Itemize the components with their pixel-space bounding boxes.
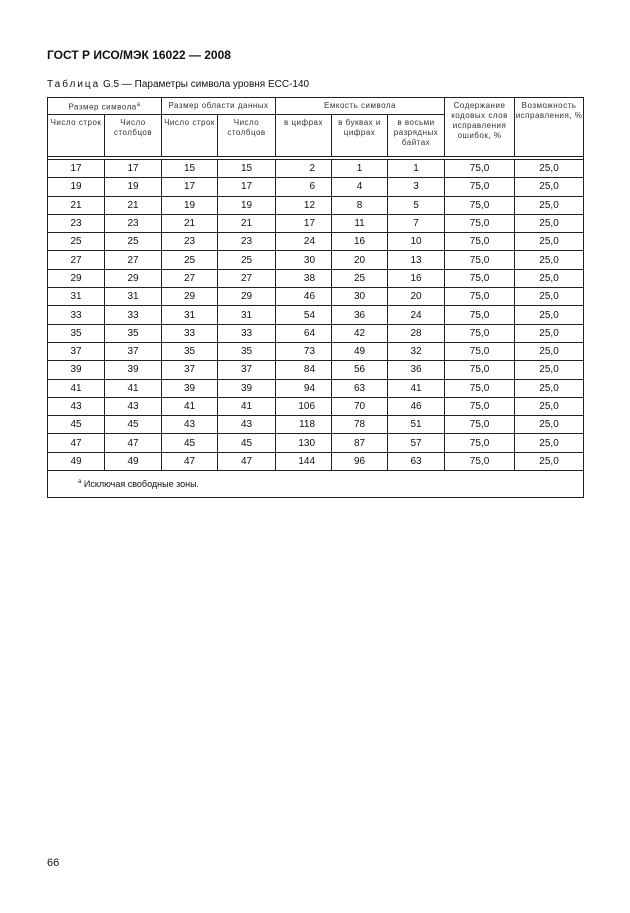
table-cell: 2 bbox=[276, 160, 332, 178]
table-cell: 75,0 bbox=[445, 160, 515, 178]
table-cell: 75,0 bbox=[445, 178, 515, 196]
table-cell: 30 bbox=[276, 251, 332, 269]
table-cell: 21 bbox=[48, 196, 105, 214]
table-row bbox=[48, 269, 584, 287]
table-cell: 24 bbox=[388, 306, 445, 324]
subheader-data-cols: Число столбцов bbox=[218, 115, 276, 157]
table-cell: 43 bbox=[105, 397, 162, 415]
table-row bbox=[48, 306, 584, 324]
page-number: 66 bbox=[47, 857, 60, 869]
table-row bbox=[48, 416, 584, 434]
ecc140-parameters-table bbox=[47, 97, 584, 498]
table-cell: 75,0 bbox=[445, 324, 515, 342]
table-cell: 25,0 bbox=[515, 342, 584, 360]
table-cell: 49 bbox=[105, 452, 162, 470]
table-cell: 56 bbox=[332, 361, 388, 379]
subheader-cols: Число столбцов bbox=[105, 115, 162, 157]
table-cell: 51 bbox=[388, 416, 445, 434]
subheader-data-rows: Число строк bbox=[162, 115, 218, 157]
table-caption bbox=[47, 79, 309, 90]
table-cell: 37 bbox=[218, 361, 276, 379]
table-row bbox=[48, 397, 584, 415]
header-codewords: Содержание кодовых слов исправления ошибок, % bbox=[445, 98, 515, 157]
table-cell: 63 bbox=[388, 452, 445, 470]
table-cell: 32 bbox=[388, 342, 445, 360]
table-cell: 25,0 bbox=[515, 288, 584, 306]
table-cell: 75,0 bbox=[445, 379, 515, 397]
table-cell: 35 bbox=[218, 342, 276, 360]
table-cell: 17 bbox=[162, 178, 218, 196]
table-cell: 41 bbox=[218, 397, 276, 415]
table-cell: 57 bbox=[388, 434, 445, 452]
table-cell: 45 bbox=[48, 416, 105, 434]
table-row bbox=[48, 160, 584, 178]
table-cell: 8 bbox=[332, 196, 388, 214]
table-cell: 43 bbox=[218, 416, 276, 434]
table-cell: 144 bbox=[276, 452, 332, 470]
table-cell: 1 bbox=[388, 160, 445, 178]
table-cell: 46 bbox=[276, 288, 332, 306]
table-cell: 31 bbox=[218, 306, 276, 324]
table-cell: 28 bbox=[388, 324, 445, 342]
table-cell: 75,0 bbox=[445, 269, 515, 287]
table-cell: 39 bbox=[48, 361, 105, 379]
table-cell: 37 bbox=[162, 361, 218, 379]
table-cell: 39 bbox=[218, 379, 276, 397]
table-cell: 25,0 bbox=[515, 379, 584, 397]
table-cell: 17 bbox=[276, 214, 332, 232]
header-capacity: Емкость символа bbox=[276, 98, 445, 115]
table-cell: 25,0 bbox=[515, 269, 584, 287]
table-cell: 17 bbox=[105, 160, 162, 178]
table-cell: 23 bbox=[105, 214, 162, 232]
table-cell: 25,0 bbox=[515, 324, 584, 342]
table-cell: 75,0 bbox=[445, 452, 515, 470]
table-cell: 35 bbox=[162, 342, 218, 360]
table-cell: 31 bbox=[105, 288, 162, 306]
table-cell: 37 bbox=[48, 342, 105, 360]
table-cell: 16 bbox=[388, 269, 445, 287]
table-cell: 6 bbox=[276, 178, 332, 196]
table-cell: 75,0 bbox=[445, 416, 515, 434]
table-row bbox=[48, 196, 584, 214]
table-cell: 84 bbox=[276, 361, 332, 379]
table-cell: 25,0 bbox=[515, 178, 584, 196]
table-row bbox=[48, 178, 584, 196]
table-cell: 42 bbox=[332, 324, 388, 342]
table-row bbox=[48, 361, 584, 379]
table-row bbox=[48, 434, 584, 452]
table-cell: 24 bbox=[276, 233, 332, 251]
table-cell: 10 bbox=[388, 233, 445, 251]
table-cell: 12 bbox=[276, 196, 332, 214]
table-cell: 25,0 bbox=[515, 361, 584, 379]
table-cell: 29 bbox=[105, 269, 162, 287]
table-cell: 23 bbox=[48, 214, 105, 232]
table-cell: 118 bbox=[276, 416, 332, 434]
table-cell: 41 bbox=[48, 379, 105, 397]
table-cell: 11 bbox=[332, 214, 388, 232]
table-cell: 43 bbox=[48, 397, 105, 415]
table-cell: 49 bbox=[48, 452, 105, 470]
table-cell: 29 bbox=[162, 288, 218, 306]
table-cell: 43 bbox=[162, 416, 218, 434]
table-cell: 20 bbox=[388, 288, 445, 306]
table-cell: 21 bbox=[105, 196, 162, 214]
table-cell: 35 bbox=[105, 324, 162, 342]
subheader-digits: в цифрах bbox=[276, 115, 332, 157]
table-row bbox=[48, 214, 584, 232]
table-cell: 33 bbox=[105, 306, 162, 324]
table-cell: 106 bbox=[276, 397, 332, 415]
table-cell: 25 bbox=[218, 251, 276, 269]
table-cell: 45 bbox=[105, 416, 162, 434]
table-row bbox=[48, 251, 584, 269]
table-cell: 78 bbox=[332, 416, 388, 434]
subheader-rows: Число строк bbox=[48, 115, 105, 157]
table-cell: 49 bbox=[332, 342, 388, 360]
table-cell: 47 bbox=[105, 434, 162, 452]
table-cell: 45 bbox=[162, 434, 218, 452]
table-cell: 36 bbox=[332, 306, 388, 324]
table-cell: 75,0 bbox=[445, 361, 515, 379]
table-row bbox=[48, 452, 584, 470]
header-correction: Возможность исправления, % bbox=[515, 98, 584, 157]
table-cell: 63 bbox=[332, 379, 388, 397]
table-cell: 41 bbox=[388, 379, 445, 397]
table-cell: 87 bbox=[332, 434, 388, 452]
table-cell: 35 bbox=[48, 324, 105, 342]
table-cell: 45 bbox=[218, 434, 276, 452]
table-cell: 30 bbox=[332, 288, 388, 306]
table-cell: 7 bbox=[388, 214, 445, 232]
table-cell: 33 bbox=[218, 324, 276, 342]
table-row bbox=[48, 233, 584, 251]
table-cell: 15 bbox=[218, 160, 276, 178]
table-cell: 33 bbox=[162, 324, 218, 342]
table-cell: 33 bbox=[48, 306, 105, 324]
table-cell: 94 bbox=[276, 379, 332, 397]
table-cell: 19 bbox=[162, 196, 218, 214]
table-cell: 41 bbox=[105, 379, 162, 397]
table-row bbox=[48, 288, 584, 306]
table-cell: 19 bbox=[105, 178, 162, 196]
table-cell: 1 bbox=[332, 160, 388, 178]
table-cell: 17 bbox=[218, 178, 276, 196]
header-data-area-size: Размер области данных bbox=[162, 98, 276, 115]
header-symbol-size: Размер символа$^a$ bbox=[48, 98, 162, 115]
table-cell: 25,0 bbox=[515, 306, 584, 324]
table-cell: 25,0 bbox=[515, 397, 584, 415]
table-cell: 25,0 bbox=[515, 452, 584, 470]
table-row bbox=[48, 324, 584, 342]
table-cell: 15 bbox=[162, 160, 218, 178]
table-cell: 25,0 bbox=[515, 251, 584, 269]
table-cell: 47 bbox=[48, 434, 105, 452]
table-cell: 54 bbox=[276, 306, 332, 324]
table-cell: 73 bbox=[276, 342, 332, 360]
table-cell: 31 bbox=[162, 306, 218, 324]
table-cell: 16 bbox=[332, 233, 388, 251]
table-row bbox=[48, 379, 584, 397]
table-cell: 46 bbox=[388, 397, 445, 415]
table-cell: 47 bbox=[162, 452, 218, 470]
table-cell: 75,0 bbox=[445, 214, 515, 232]
table-cell: 38 bbox=[276, 269, 332, 287]
table-cell: 25,0 bbox=[515, 214, 584, 232]
table-cell: 39 bbox=[105, 361, 162, 379]
table-cell: 25 bbox=[48, 233, 105, 251]
table-cell: 75,0 bbox=[445, 434, 515, 452]
footnote: $^a$ Исключая свободные зоны. bbox=[48, 471, 584, 498]
table-cell: 75,0 bbox=[445, 251, 515, 269]
table-cell: 23 bbox=[218, 233, 276, 251]
subheader-bytes: в восьми разрядных байтах bbox=[388, 115, 445, 157]
table-cell: 21 bbox=[162, 214, 218, 232]
table-cell: 29 bbox=[48, 269, 105, 287]
table-cell: 5 bbox=[388, 196, 445, 214]
table-row bbox=[48, 342, 584, 360]
table-cell: 36 bbox=[388, 361, 445, 379]
table-cell: 75,0 bbox=[445, 397, 515, 415]
table-cell: 25,0 bbox=[515, 233, 584, 251]
table-cell: 130 bbox=[276, 434, 332, 452]
table-cell: 75,0 bbox=[445, 196, 515, 214]
table-cell: 25 bbox=[332, 269, 388, 287]
table-cell: 27 bbox=[218, 269, 276, 287]
table-cell: 47 bbox=[218, 452, 276, 470]
table-cell: 27 bbox=[48, 251, 105, 269]
table-cell: 13 bbox=[388, 251, 445, 269]
table-cell: 19 bbox=[218, 196, 276, 214]
table-cell: 19 bbox=[48, 178, 105, 196]
table-cell: 75,0 bbox=[445, 306, 515, 324]
table-cell: 37 bbox=[105, 342, 162, 360]
table-cell: 25,0 bbox=[515, 416, 584, 434]
table-cell: 27 bbox=[105, 251, 162, 269]
table-cell: 64 bbox=[276, 324, 332, 342]
table-cell: 75,0 bbox=[445, 342, 515, 360]
table-cell: 25 bbox=[105, 233, 162, 251]
table-cell: 17 bbox=[48, 160, 105, 178]
table-cell: 25,0 bbox=[515, 196, 584, 214]
table-cell: 75,0 bbox=[445, 288, 515, 306]
table-cell: 70 bbox=[332, 397, 388, 415]
table-cell: 21 bbox=[218, 214, 276, 232]
table-cell: 3 bbox=[388, 178, 445, 196]
table-cell: 25 bbox=[162, 251, 218, 269]
table-cell: 20 bbox=[332, 251, 388, 269]
table-cell: 23 bbox=[162, 233, 218, 251]
table-cell: 41 bbox=[162, 397, 218, 415]
table-body bbox=[48, 160, 584, 471]
table-cell: 29 bbox=[218, 288, 276, 306]
subheader-alnum: в буквах и цифрах bbox=[332, 115, 388, 157]
table-caption-text: G.5 — Параметры символа уровня ECC-140 bbox=[103, 79, 310, 90]
table-cell: 4 bbox=[332, 178, 388, 196]
table-cell: 25,0 bbox=[515, 434, 584, 452]
table-cell: 31 bbox=[48, 288, 105, 306]
table-cell: 96 bbox=[332, 452, 388, 470]
table-caption-label: Таблица bbox=[47, 79, 101, 90]
table-cell: 39 bbox=[162, 379, 218, 397]
table-cell: 27 bbox=[162, 269, 218, 287]
table-cell: 75,0 bbox=[445, 233, 515, 251]
document-title: ГОСТ Р ИСО/МЭК 16022 — 2008 bbox=[47, 48, 231, 62]
table-cell: 25,0 bbox=[515, 160, 584, 178]
